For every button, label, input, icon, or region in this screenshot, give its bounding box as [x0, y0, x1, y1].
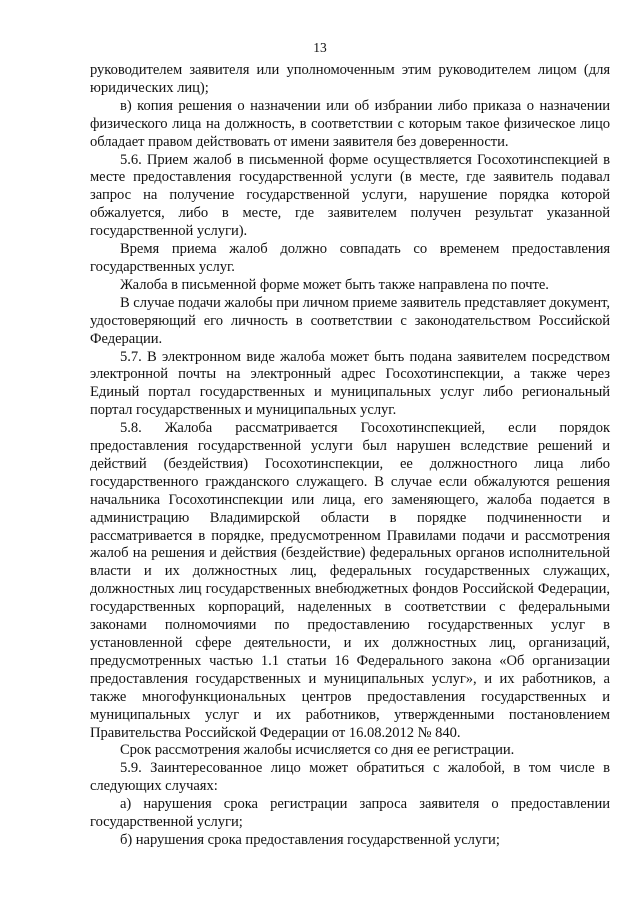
list-item-b: б) нарушения срока предоставления государственной услуги;: [120, 831, 500, 848]
paragraph-5-7: 5.7. В электронном виде жалоба может быть подана заявителем посредством электронной почты на электронный адрес Госохотинспекции, а также через Единый портал государственных и муниципальных услуг либо региональный портал государственных и муниципальных услуг.: [90, 348, 610, 419]
list-item-a: а) нарушения срока регистрации запроса заявителя о предоставлении государственной услуги;: [90, 796, 610, 831]
paragraph-reception-time: Время приема жалоб должно совпадать со временем предоставления государственных услуг.: [90, 241, 610, 275]
document-body: [90, 62, 610, 850]
paragraph-review-term: Срок рассмотрения жалобы исчисляется со дня ее регистрации.: [120, 742, 515, 759]
page-number: 13: [313, 40, 327, 55]
paragraph-5-8: 5.8. Жалоба рассматривается Госохотинспекцией, если порядок предоставления государственной услуги был нарушен вследствие решений и действий (бездействия) Госохотинспекции, ее должностного лица либо государственного гражданского служащего. В случае если обжалуются решения начальника Госохотинспекции или лица, его заменяющего, жалоба подается в администрацию Владимирской области в порядке подчиненности и рассматривается в порядке, предусмотренном Правилами подачи и рассмотрения жалоб на решения и действия (бездействие) федеральных органов исполнительной власти и их должностных лиц, федеральных государственных служащих, должностных лиц государственных внебюджетных фондов Российской Федерации, государственных корпораций, наделенных в соответствии с федеральными законами полномочиями по предоставлению государственных услуг в установленной сфере деятельности, и их должностных лиц, организаций, предусмотренных частью 1.1 статьи 16 Федерального закона «Об организации предоставления государственных и муниципальных услуг», и их работников, а также многофункциональных центров предоставления государственных и муниципальных услуг и их работников, утвержденными постановлением Правительства Российской Федерации от 16.08.2012 № 840.: [90, 420, 610, 741]
paragraph-5-9: 5.9. Заинтересованное лицо может обратиться с жалобой, в том числе в следующих случаях:: [90, 760, 610, 795]
paragraph-5-6: 5.6. Прием жалоб в письменной форме осуществляется Госохотинспекцией в месте предоставления государственной услуги (в месте, где заявитель подавал запрос на получение государственной услуги, нарушение порядка которой обжалуется, либо в месте, где заявителем получен результат указанной государственной услуги).: [90, 151, 610, 240]
paragraph-item-v: в) копия решения о назначении или об избрании либо приказа о назначении физического лица на должность, в соответствии с которым такое физическое лицо обладает правом действовать от имени заявителя без доверенности.: [90, 97, 610, 150]
paragraph-continuation: руководителем заявителя или уполномоченным этим руководителем лицом (для юридических лиц);: [90, 62, 610, 96]
paragraph-postal: Жалоба в письменной форме может быть также направлена по почте.: [120, 276, 549, 293]
paragraph-personal-reception: В случае подачи жалобы при личном приеме заявитель представляет документ, удостоверяющий его личность в соответствии с законодательством Российской Федерации.: [90, 294, 610, 347]
